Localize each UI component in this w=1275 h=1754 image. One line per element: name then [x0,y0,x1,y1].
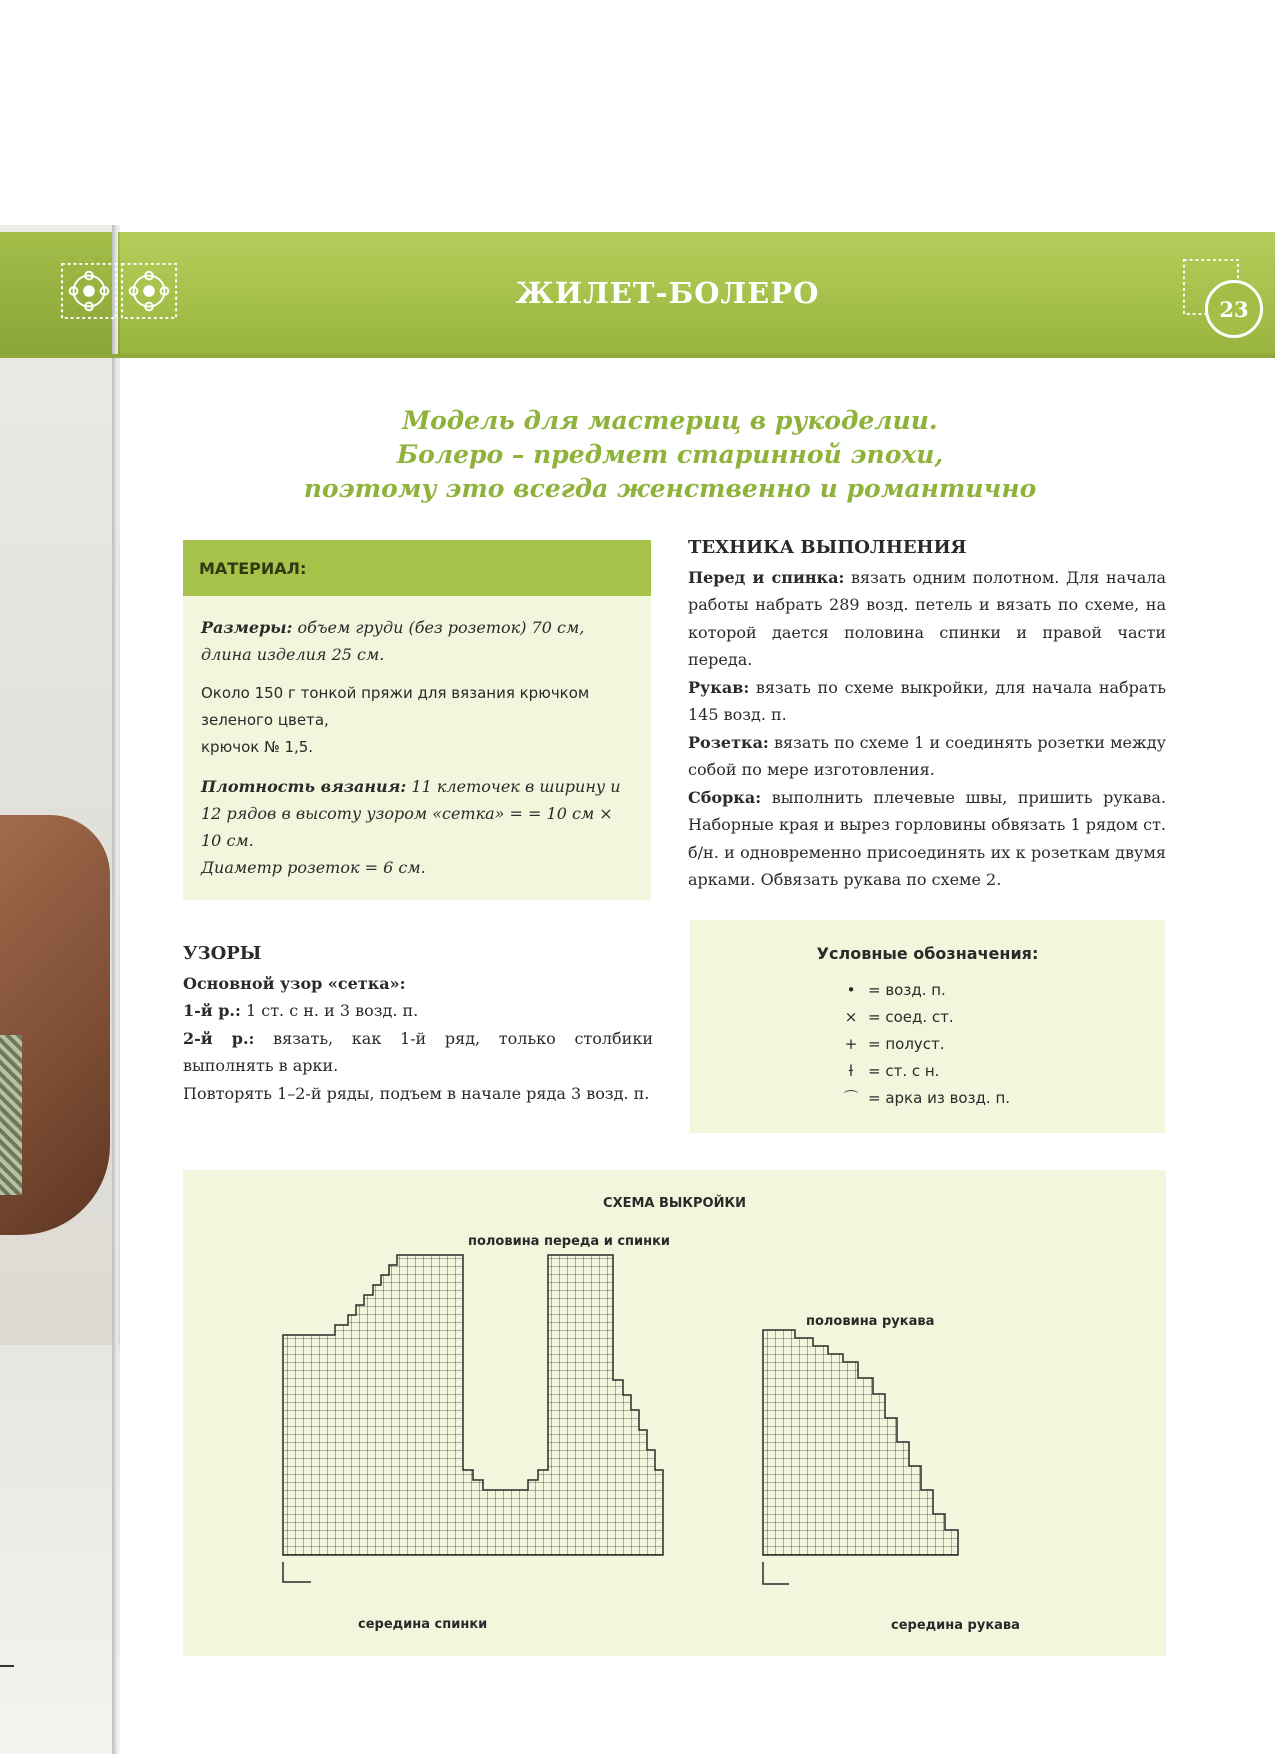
legend-list [840,976,1010,1111]
page-fold [112,225,118,1754]
sleeve-center-label: середина рукава [891,1618,1020,1633]
sleeve-pattern-label: половина рукава [806,1314,935,1329]
body-pattern-grid [283,1255,663,1555]
technique-heading: ТЕХНИКА ВЫПОЛНЕНИЯ [688,537,967,558]
page-title: ЖИЛЕТ-БОЛЕРО [515,276,820,310]
plus-icon: + [844,1034,858,1053]
arc-icon: ⌒ [843,1089,859,1107]
legend-panel [690,920,1165,1133]
pattern-repeat: Повторять 1–2-й ряды, подъем в начале ряда 3 возд. п. [183,1083,650,1103]
legend-text: = соед. ст. [868,1007,954,1026]
patterns-subheading [183,970,653,998]
legend-item [840,1084,1010,1111]
page-mark [0,1665,14,1667]
body-center-label: середина спинки [358,1617,488,1632]
material-heading: МАТЕРИАЛ: [183,540,651,596]
yarn-text: Около 150 г тонкой пряжи для вязания крючком зеленого цвета, [201,684,590,729]
patterns-section [183,940,653,1107]
body-pattern-label: половина переда и спинки [468,1234,671,1249]
patterns-subheading-text: Основной узор «сетка»: [183,973,406,993]
density-text: 11 клеточек в ширину и 12 рядов в высоту узором «сетка» = = 10 см × 10 см. [201,777,621,850]
technique-item [688,564,1166,674]
legend-item [840,1057,1010,1084]
technique-text: вязать одним полотном. Для начала работы набрать 289 возд. петель и вязать по схеме, на которой дается половина спинки и правой части переда. [688,567,1167,669]
legend-text: = ст. с н. [868,1061,940,1080]
sizes-label: Размеры: [201,618,293,637]
pattern-row [183,997,653,1025]
stitch-icon: ƚ [848,1061,854,1080]
legend-text: = арка из возд. п. [868,1088,1011,1107]
technique-label: Перед и спинка: [688,567,845,587]
legend-text: = возд. п. [868,980,946,999]
previous-page-photo [0,225,120,1754]
legend-heading: Условные обозначения: [816,944,1039,963]
subtitle-line: Болеро – предмет старинной эпохи, [396,440,944,469]
technique-label: Рукав: [688,677,750,697]
technique-item [688,674,1166,729]
diameter-text: Диаметр розеток = 6 см. [201,858,426,877]
pattern-row-text: 1 ст. с н. и 3 возд. п. [240,1001,419,1020]
sizes-paragraph [201,614,633,668]
page-number: 23 [1205,280,1263,338]
density-label: Плотность вязания: [201,777,407,796]
photo-lace [0,1035,22,1195]
legend-text: = полуст. [868,1034,945,1053]
technique-text: выполнить плечевые швы, пришить рукава. Наборные края и вырез горловины обвязать 1 рядом ст. б/н. и одновременно присоединять их к розеткам двумя арками. Обвязать рукава по схеме 2. [688,787,1166,889]
schema-drawing [183,1170,1166,1656]
dot-icon: • [846,980,856,999]
technique-label: Розетка: [688,732,769,752]
header-underline [0,354,1275,358]
technique-text: вязать по схеме 1 и соединять розетки между собой по мере изготовления. [688,732,1166,779]
cross-icon: × [844,1007,858,1026]
technique-label: Сборка: [688,787,762,807]
technique-section [688,534,1166,894]
pattern-row-label: 1-й р.: [183,1001,241,1020]
technique-text: вязать по схеме выкройки, для начала набрать 145 возд. п. [688,677,1166,724]
hook-text: крючок № 1,5. [201,738,314,756]
subtitle-line: Модель для мастериц в рукоделии. [402,406,938,435]
sleeve-pattern-grid [763,1330,958,1555]
legend-item [840,1030,1010,1057]
technique-item [688,729,1166,784]
schema-title: СХЕМА ВЫКРОЙКИ [603,1196,746,1211]
patterns-heading: УЗОРЫ [183,943,262,964]
sizes-text: объем груди (без розеток) 70 см, длина изделия 25 см. [201,618,585,664]
subtitle-line: поэтому это всегда женственно и романтично [303,474,1037,503]
yarn-paragraph [201,680,633,761]
pattern-row-label: 2-й р.: [183,1028,255,1048]
sleeve-center-marker [763,1562,789,1584]
pattern-row [183,1025,653,1080]
legend-item [840,1003,1010,1030]
subtitle [250,404,1090,506]
pattern-row-text: вязать, как 1-й ряд, только столбики выполнять в арки. [183,1028,654,1075]
legend-item [840,976,1010,1003]
material-panel [183,596,651,900]
density-paragraph [201,773,633,881]
body-center-marker [283,1562,311,1582]
pattern-schema-panel [183,1170,1166,1656]
photo-background [0,1345,120,1754]
technique-item [688,784,1166,894]
